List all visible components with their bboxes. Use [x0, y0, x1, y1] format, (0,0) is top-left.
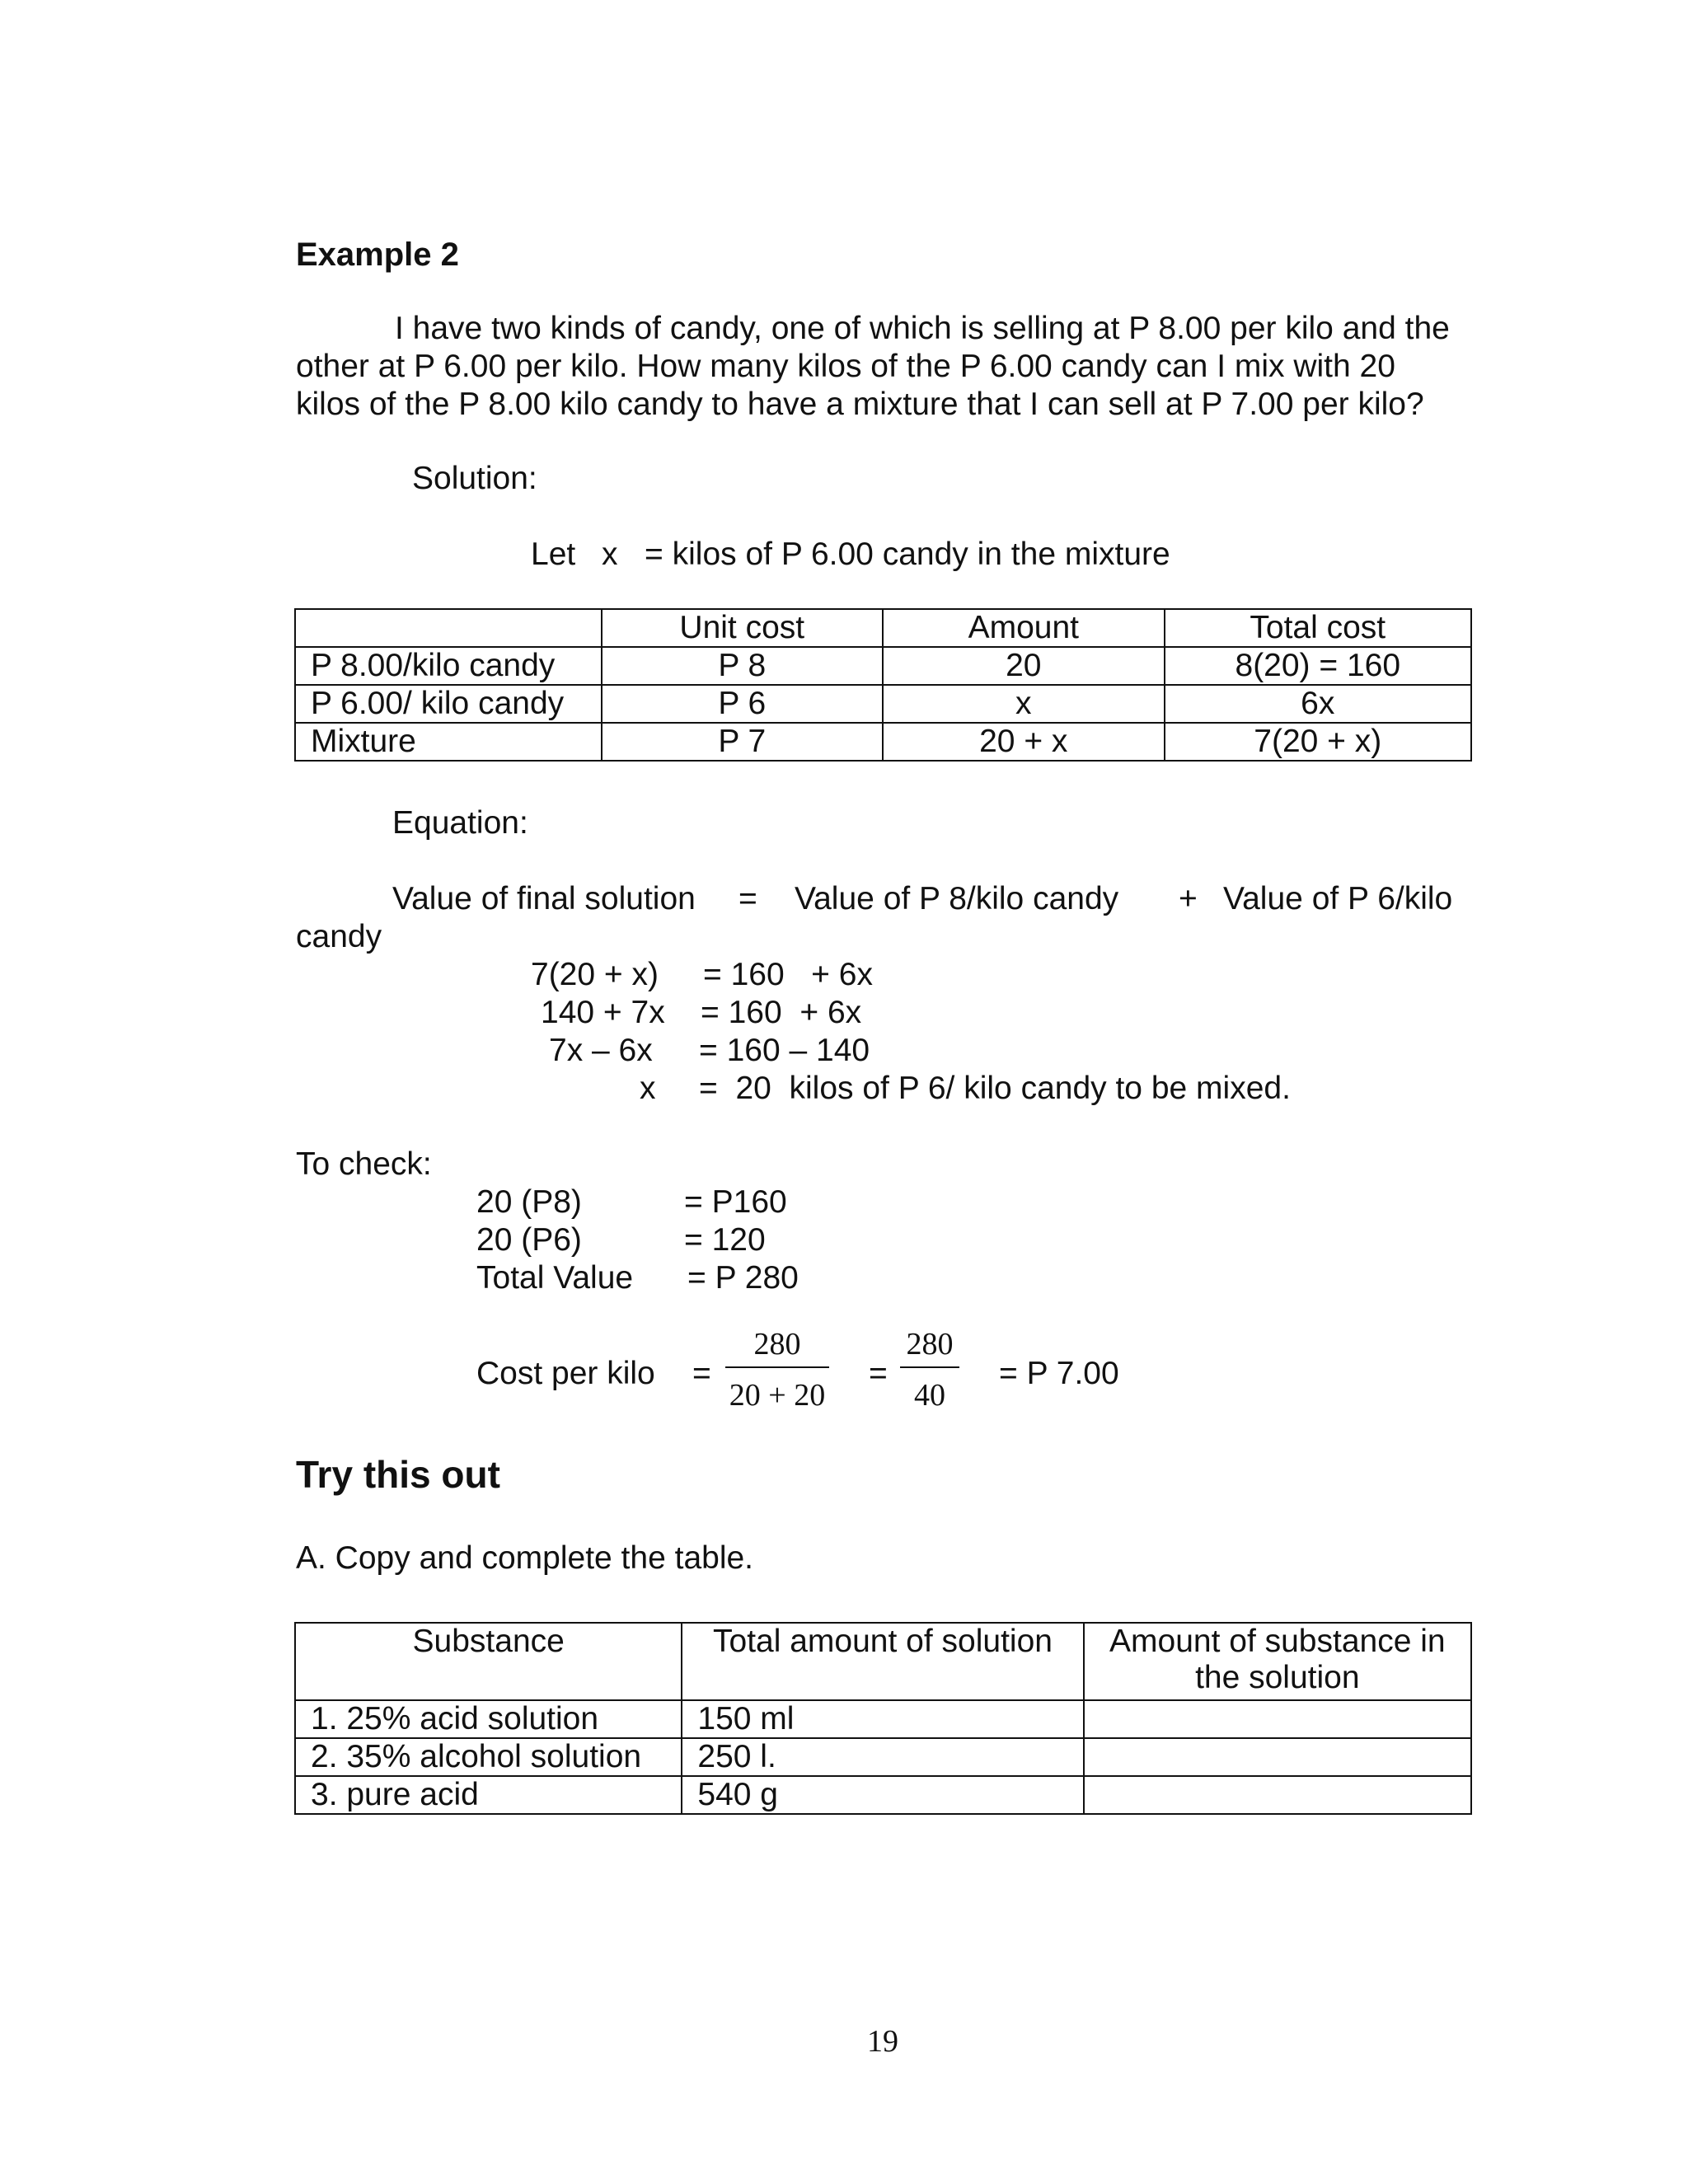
- check-row-label: 20 (P8): [476, 1184, 582, 1220]
- fraction-bar: [725, 1366, 829, 1368]
- table-cell: P 6: [602, 685, 883, 723]
- table-cell: 8(20) = 160: [1165, 647, 1471, 685]
- equation-words-eq: =: [738, 881, 757, 916]
- let-definition: = kilos of P 6.00 candy in the mixture: [645, 537, 1170, 572]
- problem-line-3: kilos of the P 8.00 kilo candy to have a mixture that I can sell at P 7.00 per kilo?: [296, 387, 1424, 422]
- fraction-numerator: 280: [906, 1327, 954, 1361]
- table-cell: 20: [883, 647, 1165, 685]
- fraction-280-over-40: [900, 1325, 959, 1414]
- table-row: [295, 1776, 1471, 1814]
- fraction-280-over-20-plus-20: [725, 1325, 829, 1414]
- cost-per-kilo-result: = P 7.00: [999, 1356, 1119, 1391]
- problem-paragraph: [296, 310, 1472, 424]
- table-cell: 7(20 + x): [1165, 723, 1471, 761]
- instruction-a: A. Copy and complete the table.: [296, 1540, 754, 1576]
- answer-cell: [1084, 1776, 1471, 1814]
- equation-step-lhs: 7(20 + x): [531, 957, 659, 992]
- substance-table-header-row: [295, 1623, 1471, 1700]
- page-number: 19: [867, 2024, 898, 2059]
- candy-header-cell: Total cost: [1165, 609, 1471, 647]
- equation-words-b: Value of P 8/kilo candy: [795, 881, 1119, 916]
- substance-header-cell: Substance: [295, 1623, 682, 1700]
- table-cell: 2. 35% alcohol solution: [295, 1738, 682, 1776]
- table-cell: 20 + x: [883, 723, 1165, 761]
- let-variable: x: [602, 537, 618, 572]
- table-cell: 3. pure acid: [295, 1776, 682, 1814]
- table-cell: P 6.00/ kilo candy: [295, 685, 602, 723]
- candy-header-cell: Amount: [883, 609, 1165, 647]
- equation-words-a: Value of final solution: [392, 881, 696, 916]
- cost-per-kilo-equals: =: [692, 1356, 711, 1391]
- equation-step-rhs: = 160 + 6x: [701, 995, 862, 1030]
- check-row-value: = P160: [684, 1184, 787, 1220]
- candy-table-header-row: [295, 609, 1471, 647]
- equation-words-wrap: candy: [296, 919, 382, 954]
- equation-step-lhs: 140 + 7x: [541, 995, 665, 1030]
- check-row-value: = P 280: [687, 1260, 799, 1296]
- candy-table: [294, 608, 1472, 762]
- equation-step-lhs: 7x – 6x: [549, 1033, 653, 1068]
- equation-step-rhs: = 160 + 6x: [703, 957, 873, 992]
- table-cell: Mixture: [295, 723, 602, 761]
- equation-words-c: Value of P 6/kilo: [1223, 881, 1453, 916]
- table-cell: 1. 25% acid solution: [295, 1700, 682, 1738]
- check-row-value: = 120: [684, 1222, 766, 1258]
- table-cell: P 8.00/kilo candy: [295, 647, 602, 685]
- table-row: [295, 1738, 1471, 1776]
- let-word: Let: [531, 537, 576, 572]
- table-row: [295, 685, 1471, 723]
- candy-header-cell: Unit cost: [602, 609, 883, 647]
- cost-per-kilo-equals: =: [869, 1356, 888, 1391]
- table-cell: 6x: [1165, 685, 1471, 723]
- fraction-denominator: 20 + 20: [729, 1378, 826, 1413]
- substance-table: [294, 1622, 1472, 1815]
- solution-label: Solution:: [412, 461, 537, 496]
- table-cell: P 7: [602, 723, 883, 761]
- try-this-out-heading: Try this out: [296, 1453, 500, 1496]
- equation-step-lhs: x: [640, 1071, 656, 1106]
- problem-line-1: I have two kinds of candy, one of which is selling at P 8.00 per kilo and the: [395, 311, 1450, 346]
- table-row: [295, 647, 1471, 685]
- substance-header-cell: Amount of substance in the solution: [1084, 1623, 1471, 1700]
- check-label: To check:: [296, 1146, 432, 1182]
- fraction-numerator: 280: [753, 1327, 801, 1361]
- equation-label: Equation:: [392, 805, 528, 841]
- check-row-label: 20 (P6): [476, 1222, 582, 1258]
- cost-per-kilo-label: Cost per kilo: [476, 1356, 655, 1391]
- table-cell: 540 g: [682, 1776, 1083, 1814]
- fraction-denominator: 40: [914, 1378, 945, 1413]
- table-cell: P 8: [602, 647, 883, 685]
- problem-line-2: other at P 6.00 per kilo. How many kilos of the P 6.00 candy can I mix with 20: [296, 349, 1395, 384]
- equation-step-rhs: = 20 kilos of P 6/ kilo candy to be mixed.: [699, 1071, 1291, 1106]
- check-row-label: Total Value: [476, 1260, 634, 1296]
- equation-words-plus: +: [1179, 881, 1198, 916]
- table-cell: 150 ml: [682, 1700, 1083, 1738]
- table-cell: 250 l.: [682, 1738, 1083, 1776]
- answer-cell: [1084, 1738, 1471, 1776]
- fraction-bar: [900, 1366, 959, 1368]
- table-row: [295, 723, 1471, 761]
- example-title: Example 2: [296, 237, 459, 273]
- answer-cell: [1084, 1700, 1471, 1738]
- equation-step-rhs: = 160 – 140: [699, 1033, 870, 1068]
- table-cell: x: [883, 685, 1165, 723]
- candy-header-cell: [295, 609, 602, 647]
- substance-header-cell: Total amount of solution: [682, 1623, 1083, 1700]
- table-row: [295, 1700, 1471, 1738]
